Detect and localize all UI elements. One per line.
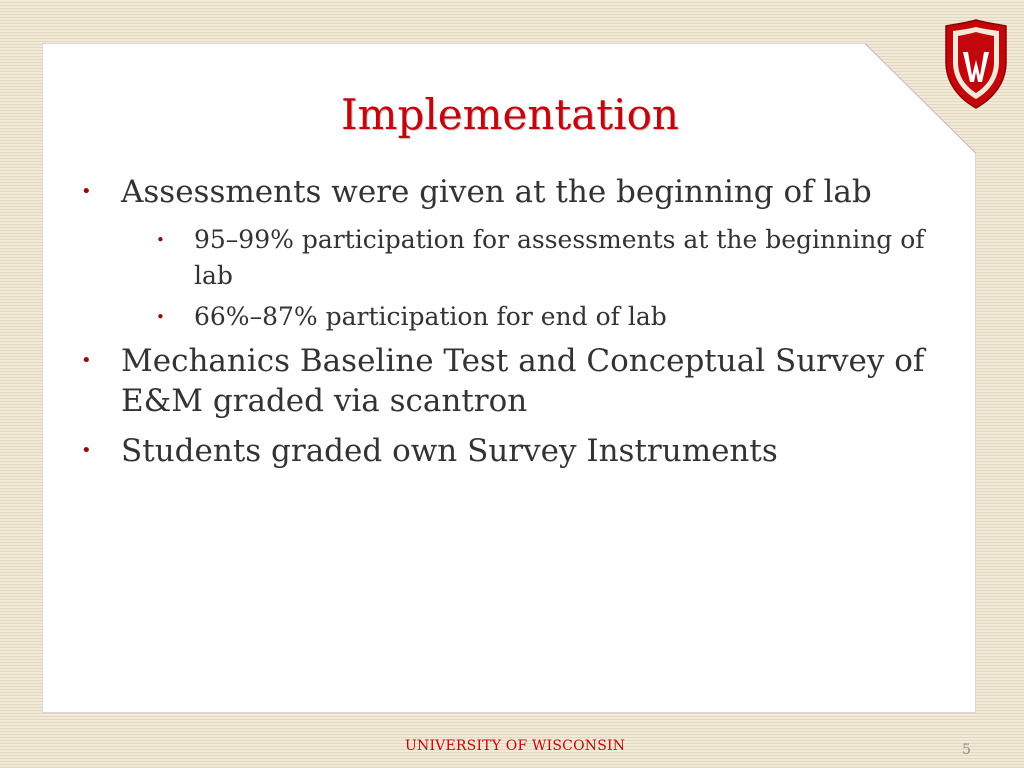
- sub-bullet-item: [78, 299, 938, 335]
- bullet-dot-icon: •: [156, 308, 165, 326]
- sub-bullet-text: 95–99% participation for assessments at the beginning of lab: [194, 225, 925, 290]
- bullet-list: [78, 172, 938, 481]
- footer-institution: UNIVERSITY OF WISCONSIN: [405, 738, 626, 754]
- bullet-dot-icon: •: [81, 440, 92, 461]
- bullet-dot-icon: •: [81, 181, 92, 202]
- sub-bullet-list: [78, 222, 938, 335]
- bullet-dot-icon: •: [81, 350, 92, 371]
- bullet-text: Students graded own Survey Instruments: [121, 433, 778, 469]
- sub-bullet-text: 66%–87% participation for end of lab: [194, 302, 667, 331]
- bullet-text: Mechanics Baseline Test and Conceptual Survey of E&M graded via scantron: [121, 343, 925, 419]
- bullet-item: [78, 341, 938, 421]
- bullet-item: [78, 431, 938, 471]
- bullet-dot-icon: •: [156, 231, 165, 249]
- bullet-text: Assessments were given at the beginning of lab: [121, 174, 872, 210]
- slide-title: Implementation: [341, 90, 679, 139]
- page-number: 5: [962, 742, 971, 758]
- bullet-item: [78, 172, 938, 212]
- sub-bullet-item: [78, 222, 938, 294]
